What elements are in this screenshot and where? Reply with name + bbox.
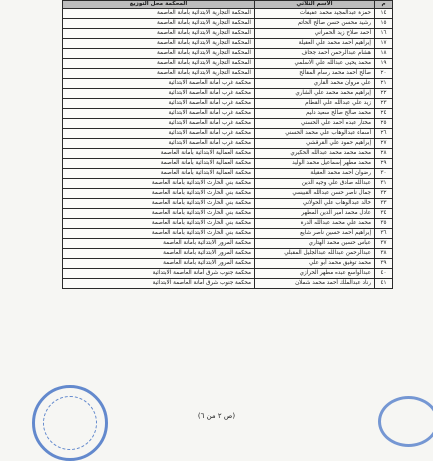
row-name: أسماء عبدالوهاب علي محمد الحسني xyxy=(255,129,375,139)
row-court: محكمة المرور الابتدائية بأمانة العاصمة xyxy=(63,249,255,259)
table-row xyxy=(63,139,393,149)
row-name: رضوان أحمد محمد العقيلة xyxy=(255,169,375,179)
row-court: المحكمة التجارية الابتدائية بأمانة العاصمة xyxy=(63,39,255,49)
table-row xyxy=(63,49,393,59)
row-name: عادل محمد أمير الدين المطهر xyxy=(255,209,375,219)
row-number: ٣٧ xyxy=(375,239,393,249)
row-court: محكمة بني الحارث الابتدائية بأمانة العاصمة xyxy=(63,189,255,199)
row-number: ٣٢ xyxy=(375,189,393,199)
table-row xyxy=(63,109,393,119)
table-row xyxy=(63,149,393,159)
table-row xyxy=(63,59,393,69)
row-court: محكمة غرب أمانة العاصمة الابتدائية xyxy=(63,129,255,139)
header-court: المحكمة محل التوزيع xyxy=(63,1,255,9)
row-court: محكمة جنوب شرق أمانة العاصمة الابتدائية xyxy=(63,279,255,289)
row-number: ٣١ xyxy=(375,179,393,189)
row-number: ١٦ xyxy=(375,29,393,39)
row-name: أحمد صلاح زيد الحمراني xyxy=(255,29,375,39)
header-name: الاسم الثلاثي xyxy=(255,1,375,9)
table-row xyxy=(63,229,393,239)
row-court: المحكمة التجارية الابتدائية بأمانة العاصمة xyxy=(63,29,255,39)
table-row xyxy=(63,29,393,39)
row-court: محكمة غرب أمانة العاصمة الابتدائية xyxy=(63,79,255,89)
row-number: ٣٦ xyxy=(375,229,393,239)
table-row xyxy=(63,249,393,259)
row-court: محكمة العمالية الابتدائية بأمانة العاصمة xyxy=(63,169,255,179)
row-number: ١٥ xyxy=(375,19,393,29)
table-row xyxy=(63,279,393,289)
row-number: ٢٧ xyxy=(375,139,393,149)
assignment-table xyxy=(62,0,393,289)
row-number: ٢٤ xyxy=(375,109,393,119)
row-court: المحكمة التجارية الابتدائية بأمانة العاصمة xyxy=(63,49,255,59)
table-row xyxy=(63,79,393,89)
row-name: محمد يحيى عبدالله علي الاسلمي xyxy=(255,59,375,69)
row-number: ٢٢ xyxy=(375,89,393,99)
row-name: محمد علي محمد عبدالله الدرة xyxy=(255,219,375,229)
row-number: ٢٩ xyxy=(375,159,393,169)
row-number: ٣٨ xyxy=(375,249,393,259)
row-name: محمد صالح صالح سعيد دليم xyxy=(255,109,375,119)
row-name: عبدالله صادق علي وجيه الدين xyxy=(255,179,375,189)
row-name: محمد محمد محمد عبدالله الحكيري xyxy=(255,149,375,159)
row-number: ٢٠ xyxy=(375,69,393,79)
row-name: مختار عبده أحمد علي الحسني xyxy=(255,119,375,129)
row-court: محكمة بني الحارث الابتدائية بأمانة العاصمة xyxy=(63,229,255,239)
table-row xyxy=(63,169,393,179)
row-name: محمد مطهر إسماعيل محمد الوليد xyxy=(255,159,375,169)
row-name: إبراهيم أحمد حسين ناصر شايع xyxy=(255,229,375,239)
row-number: ٤٠ xyxy=(375,269,393,279)
table-row xyxy=(63,129,393,139)
table-row xyxy=(63,199,393,209)
table-row xyxy=(63,39,393,49)
official-seal-right xyxy=(378,396,433,447)
row-name: جمال ناصر حسن عبدالله القبيسي xyxy=(255,189,375,199)
row-name: إبراهيم محمد محمد علي الشاري xyxy=(255,89,375,99)
row-court: محكمة بني الحارث الابتدائية بأمانة العاصمة xyxy=(63,219,255,229)
row-court: المحكمة التجارية الابتدائية بأمانة العاصمة xyxy=(63,9,255,19)
row-number: ٣٥ xyxy=(375,219,393,229)
row-name: حمزة عبدالمجيد محمد عفيفات xyxy=(255,9,375,19)
row-court: محكمة جنوب شرق أمانة العاصمة الابتدائية xyxy=(63,269,255,279)
row-number: ٣٣ xyxy=(375,199,393,209)
row-number: ٢٥ xyxy=(375,119,393,129)
row-name: هشام عبدالرحمن أحمد جحاف xyxy=(255,49,375,59)
row-court: محكمة العمالية الابتدائية بأمانة العاصمة xyxy=(63,159,255,169)
row-number: ٣٤ xyxy=(375,209,393,219)
row-number: ٣٩ xyxy=(375,259,393,269)
table-row xyxy=(63,159,393,169)
official-seal-left xyxy=(32,385,108,461)
table-row xyxy=(63,179,393,189)
table-row xyxy=(63,9,393,19)
row-court: محكمة غرب أمانة العاصمة الابتدائية xyxy=(63,99,255,109)
row-number: ١٧ xyxy=(375,39,393,49)
table-row xyxy=(63,259,393,269)
row-court: محكمة بني الحارث الابتدائية بأمانة العاصمة xyxy=(63,199,255,209)
table-row xyxy=(63,239,393,249)
table-row xyxy=(63,189,393,199)
table-row xyxy=(63,219,393,229)
row-court: محكمة غرب أمانة العاصمة الابتدائية xyxy=(63,119,255,129)
row-number: ١٤ xyxy=(375,9,393,19)
table-row xyxy=(63,119,393,129)
row-name: عبدالواسع عبده مطهر الحرازي xyxy=(255,269,375,279)
row-number: ٤١ xyxy=(375,279,393,289)
row-number: ٢١ xyxy=(375,79,393,89)
document-sheet xyxy=(62,0,392,289)
row-number: ٣٠ xyxy=(375,169,393,179)
row-court: محكمة المرور الابتدائية بأمانة العاصمة xyxy=(63,259,255,269)
row-court: محكمة بني الحارث الابتدائية بأمانة العاصمة xyxy=(63,179,255,189)
table-row xyxy=(63,99,393,109)
table-header-row xyxy=(63,1,393,9)
row-number: ١٩ xyxy=(375,59,393,69)
row-court: محكمة المرور الابتدائية بأمانة العاصمة xyxy=(63,239,255,249)
row-number: ١٨ xyxy=(375,49,393,59)
table-row xyxy=(63,69,393,79)
row-number: ٢٦ xyxy=(375,129,393,139)
table-row xyxy=(63,19,393,29)
header-number: م xyxy=(375,1,393,9)
table-row xyxy=(63,209,393,219)
row-name: رناد عبدالملك أحمد محمد شملان xyxy=(255,279,375,289)
row-number: ٢٣ xyxy=(375,99,393,109)
row-name: عبدالرحمن عبدالله عبدالجليل المقبلي xyxy=(255,249,375,259)
row-name: خالد عبدالوهاب علي الحولاني xyxy=(255,199,375,209)
row-name: إبراهيم أحمد محمد علي العقيلة xyxy=(255,39,375,49)
row-court: محكمة غرب أمانة العاصمة الابتدائية xyxy=(63,89,255,99)
row-court: المحكمة التجارية الابتدائية بأمانة العاصمة xyxy=(63,59,255,69)
table-row xyxy=(63,89,393,99)
table-body xyxy=(63,9,393,289)
row-court: محكمة غرب أمانة العاصمة الابتدائية xyxy=(63,109,255,119)
row-name: عباس حسين محمد الهتاري xyxy=(255,239,375,249)
row-court: المحكمة التجارية الابتدائية بأمانة العاصمة xyxy=(63,69,255,79)
page-number: (ص ٢ من ٦) xyxy=(197,412,236,420)
row-name: صالح أحمد محمد رسام المقالح xyxy=(255,69,375,79)
row-name: محمد توفيق محمد أبو علي xyxy=(255,259,375,269)
row-name: إبراهيم حمود علي القرقشي xyxy=(255,139,375,149)
row-court: محكمة العمالية الابتدائية بأمانة العاصمة xyxy=(63,149,255,159)
row-name: علي مروان محمد القاري xyxy=(255,79,375,89)
row-court: المحكمة التجارية الابتدائية بأمانة العاصمة xyxy=(63,19,255,29)
row-court: محكمة بني الحارث الابتدائية بأمانة العاصمة xyxy=(63,209,255,219)
table-row xyxy=(63,269,393,279)
row-court: محكمة غرب أمانة العاصمة الابتدائية xyxy=(63,139,255,149)
row-name: زيد علي عبدالله علي القطام xyxy=(255,99,375,109)
row-name: رشيد محسن حسن صالح الحاتم xyxy=(255,19,375,29)
row-number: ٢٨ xyxy=(375,149,393,159)
